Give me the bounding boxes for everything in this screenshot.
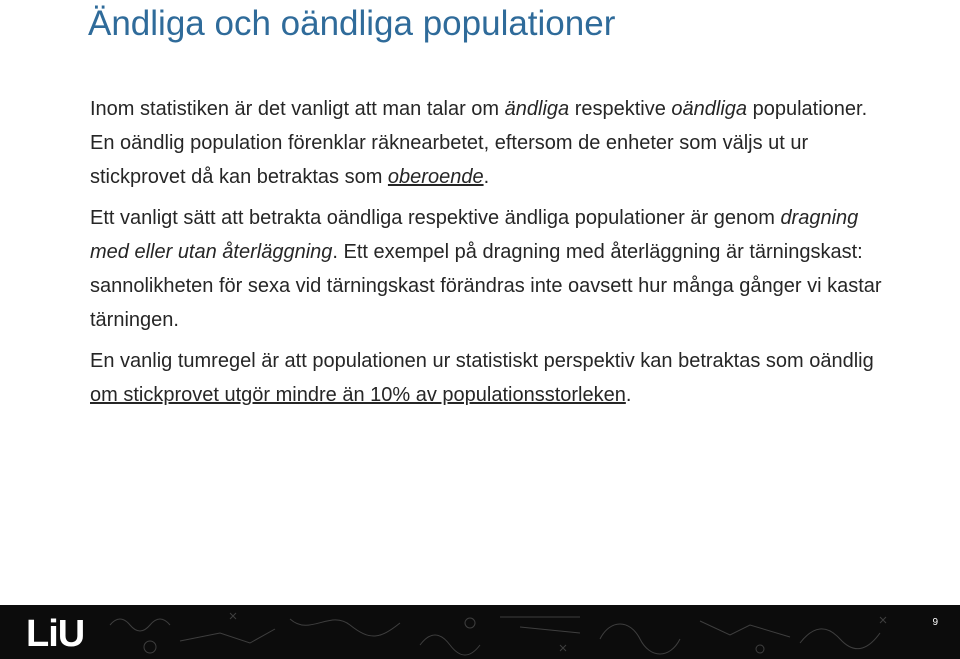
text-segment: . [625,384,632,406]
liu-logo: LiU [26,613,85,655]
paragraph-populations [90,92,890,194]
emphasis-oberoende: oberoende [387,166,484,188]
text-segment: respektive [569,98,672,120]
text-segment: . [483,166,490,188]
emphasis-andliga: ändliga [504,98,570,120]
underlined-rule: om stickprovet utgör mindre än 10% av populationsstorleken [90,384,626,406]
emphasis-dragning: dragning med eller utan återläggning [90,207,859,263]
text-segment: En vanlig tumregel är att populationen ur statistiskt perspektiv kan betraktas som oändlig [90,350,874,372]
text-segment: Inom statistiken är det vanligt att man talar om [90,98,505,120]
chalkboard-formulas-decoration [0,605,960,659]
footer-bar [0,605,960,659]
paragraph-dragning [90,201,890,337]
slide-body [90,92,890,419]
paragraph-tumregel [90,344,890,412]
page-number: 9 [932,617,938,628]
emphasis-oandliga: oändliga [671,98,748,120]
text-segment: Ett vanligt sätt att betrakta oändliga respektive ändliga populationer är genom [90,207,781,229]
slide-title: Ändliga och oändliga populationer [88,4,616,43]
text-segment: populationer. En oändlig population förenklar räknearbetet, eftersom de enheter som väljs ut ur stickprovet då kan betraktas som [90,98,868,188]
text-segment: . Ett exempel på dragning med återläggning är tärningskast: sannolikheten för sexa vid tärningskast förändras inte oavsett hur många gånger vi kastar tärningen. [90,241,882,331]
